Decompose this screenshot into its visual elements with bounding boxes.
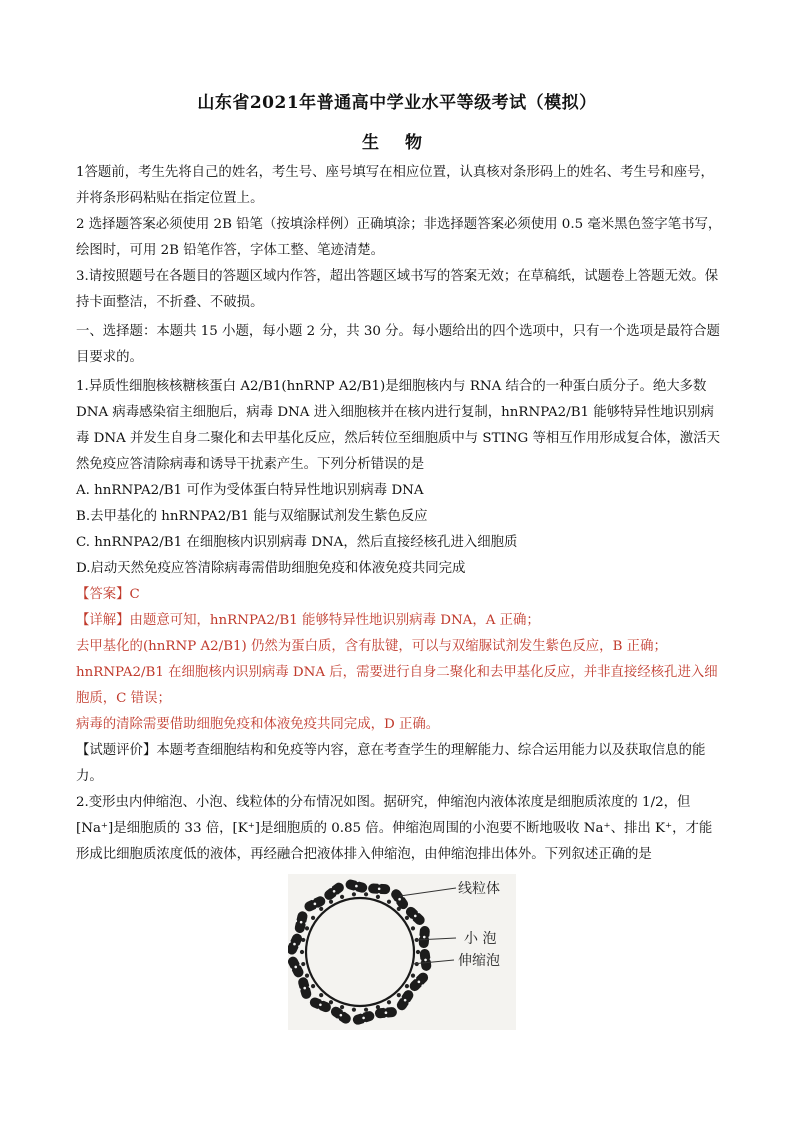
mitochondrion-crista xyxy=(417,935,420,938)
mitochondrion-crista xyxy=(385,1017,388,1020)
mitochondrion-crista xyxy=(364,1022,367,1025)
mitochondrion-crista xyxy=(398,898,401,901)
mitochondrion-crista xyxy=(305,922,308,925)
mitochondrion-crista xyxy=(384,1006,387,1009)
page-title: 山东省2021年普通高中学业水平等级考试（模拟） xyxy=(197,93,597,113)
contractile-vacuole-circle xyxy=(306,898,414,1006)
mitochondrion-crista xyxy=(378,888,381,891)
evaluation-text: 【试题评价】本题考查细胞结构和免疫等内容，意在考查学生的理解能力、综合运用能力以及获取信息的能力。 xyxy=(76,743,706,784)
exam-content xyxy=(76,160,724,868)
question-1-detail-c: hnRNPA2/B1 在细胞核内识别病毒 DNA 后，需要进行自身二聚化和去甲基化反应，并非直接经核孔进入细胞质，C 错误； xyxy=(76,665,718,706)
section-heading: 一、选择题：本题共 15 小题，每小题 2 分，共 30 分。每小题给出的四个选项中，只有一个选项是最符合题目要求的。 xyxy=(76,324,720,365)
mitochondrion-crista xyxy=(418,911,421,914)
mitochondrion-crista xyxy=(428,936,431,939)
mitochondrion-crista xyxy=(394,901,397,904)
mitochondrion-crista xyxy=(333,890,336,893)
small-vesicle xyxy=(329,1000,333,1004)
mitochondrion-crista xyxy=(362,1017,365,1020)
mitochondrion-crista xyxy=(424,959,427,962)
mitochondria-ring xyxy=(288,878,432,1025)
small-vesicle xyxy=(340,1005,344,1009)
small-vesicle xyxy=(301,962,305,966)
mitochondrion-crista xyxy=(418,981,421,984)
small-vesicle xyxy=(305,973,309,977)
small-vesicle xyxy=(329,900,333,904)
mitochondrion-crista xyxy=(298,988,301,991)
mitochondrion-crista xyxy=(421,984,424,987)
small-vesicle xyxy=(416,950,420,954)
mitochondrion-crista xyxy=(329,886,332,889)
small-vesicle xyxy=(300,950,304,954)
amoeba-figure xyxy=(288,874,516,1030)
mitochondrion-crista xyxy=(294,920,297,923)
question-1-option-c: C. hnRNPA2/B1 在细胞核内识别病毒 DNA，然后直接经核孔进入细胞质 xyxy=(76,535,518,550)
question-1-stem: 1.异质性细胞核核糖核蛋白 A2/B1(hnRNP A2/B1)是细胞核内与 RNA 结合的一种蛋白质分子。绝大多数 DNA 病毒感染宿主细胞后，病毒 DNA 进入细胞核并在核内进行复制，hnRNPA2/B1 能够特异性地识别病毒 DNA 并发生自身二聚化和去甲基化反应，然后转位至细胞质中与 STING 等相互作用形成复合体，激活天然免疫应答清除病毒和诱导干扰素产生。下列分析错误的是 xyxy=(76,379,720,472)
label-mitochondria: 线粒体 xyxy=(458,881,500,897)
small-vesicle xyxy=(376,895,380,899)
mitochondrion-crista xyxy=(430,958,433,961)
mitochondrion-crista xyxy=(293,943,296,946)
question-1-evaluation xyxy=(76,738,724,790)
small-vesicle xyxy=(364,1008,368,1012)
small-vesicle xyxy=(311,984,315,988)
question-1-detail-a: 【详解】由题意可知，hnRNPA2/B1 能够特异性地识别病毒 DNA，A 正确； xyxy=(76,613,540,628)
mitochondrion-crista xyxy=(303,987,306,990)
small-vesicle xyxy=(352,892,356,896)
label-vesicle: 小 泡 xyxy=(464,931,497,947)
question-1-answer: 【答案】C xyxy=(76,587,140,602)
mitochondrion-crista xyxy=(419,959,422,962)
mitochondrion-crista xyxy=(309,985,312,988)
small-vesicle xyxy=(352,1008,356,1012)
small-vesicle xyxy=(405,916,409,920)
small-vesicle xyxy=(387,900,391,904)
mitochondrion-crista xyxy=(319,1003,322,1006)
mitochondrion-crista xyxy=(336,894,339,897)
mitochondrion-crista xyxy=(357,879,360,882)
mitochondrion-crista xyxy=(408,1002,411,1005)
small-vesicle xyxy=(319,907,323,911)
mitochondrion-crista xyxy=(290,968,293,971)
label-line-vacuole xyxy=(412,960,454,964)
mitochondrion-crista xyxy=(288,940,291,943)
mitochondrion-crista xyxy=(314,903,317,906)
mitochondrion-crista xyxy=(414,915,417,918)
mitochondrion-crista xyxy=(385,1011,388,1014)
contractile-vacuole-diagram xyxy=(288,874,516,1030)
mitochondrion-crista xyxy=(355,885,358,888)
instruction-1: 1答题前，考生先将自己的姓名，考生号、座号填写在相应位置，认真核对条形码上的姓名、考生号和座号，并将条形码粘贴在指定位置上。 xyxy=(76,165,714,206)
small-vesicle xyxy=(397,907,401,911)
small-vesicle xyxy=(376,1005,380,1009)
mitochondrion-crista xyxy=(423,936,426,939)
mitochondrion-crista xyxy=(317,1009,320,1012)
label-contractile-vacuole: 伸缩泡 xyxy=(458,953,500,969)
question-1-detail-d: 病毒的清除需要借助细胞免疫和体液免疫共同完成，D 正确。 xyxy=(76,717,440,732)
small-vesicle xyxy=(319,993,323,997)
small-vesicle xyxy=(305,926,309,930)
small-vesicle xyxy=(397,993,401,997)
instruction-2: 2 选择题答案必须使用 2B 铅笔（按填涂样例）正确填涂；非选择题答案必须使用 0.5 毫米黑色签字笔书写，绘图时，可用 2B 铅笔作答，字体工整、笔迹清楚。 xyxy=(76,217,722,258)
small-vesicle xyxy=(301,938,305,942)
mitochondrion-crista xyxy=(404,999,407,1002)
mitochondrion-crista xyxy=(316,908,319,911)
small-vesicle xyxy=(411,973,415,977)
mitochondrion-crista xyxy=(378,882,381,885)
mitochondrion-crista xyxy=(298,945,301,948)
question-2-stem: 2.变形虫内伸缩泡、小泡、线粒体的分布情况如图。据研究，伸缩泡内液体浓度是细胞质浓度的 1/2，但[Na⁺]是细胞质的 33 倍，[K⁺]是细胞质的 0.85 倍。伸缩泡周围的小泡要不断地吸收 Na⁺、排出 K⁺，才能形成比细胞质浓度低的液体，再经融合把液体排入伸缩泡，由伸缩泡排出体外。下列叙述正确的是 xyxy=(76,795,713,862)
mitochondrion-crista xyxy=(361,1011,364,1014)
small-vesicle xyxy=(364,892,368,896)
question-1-option-a: A. hnRNPA2/B1 可作为受体蛋白特异性地识别病毒 DNA xyxy=(76,483,424,498)
mitochondrion-crista xyxy=(321,998,324,1001)
small-vesicle xyxy=(311,916,315,920)
instruction-3: 3.请按照题号在各题目的答题区域内作答，超出答题区域书写的答案无效；在草稿纸，试题卷上答题无效。保持卡面整洁，不折叠、不破损。 xyxy=(76,269,719,310)
small-vesicle xyxy=(387,1000,391,1004)
question-1-option-d: D.启动天然免疫应答清除病毒需借助细胞免疫和体液免疫共同完成 xyxy=(76,561,466,576)
question-1-detail-b: 去甲基化的(hnRNP A2/B1) 仍然为蛋白质，含有肽键，可以与双缩脲试剂发生紫色反应，B 正确； xyxy=(76,639,667,654)
mitochondrion-crista xyxy=(311,898,314,901)
label-line-mitochondria xyxy=(400,888,456,896)
subject-title: 生 物 xyxy=(362,133,432,153)
mitochondrion-crista xyxy=(336,1018,339,1021)
mitochondrion-crista xyxy=(410,919,413,922)
small-vesicle xyxy=(411,926,415,930)
mitochondrion-crista xyxy=(343,1009,346,1012)
question-1-option-b: B.去甲基化的 hnRNPA2/B1 能与双缩脲试剂发生紫色反应 xyxy=(76,509,428,524)
mitochondrion-crista xyxy=(340,1014,343,1017)
mitochondrion-crista xyxy=(294,966,297,969)
small-vesicle xyxy=(340,895,344,899)
mitochondrion-crista xyxy=(300,921,303,924)
small-vesicle xyxy=(405,984,409,988)
